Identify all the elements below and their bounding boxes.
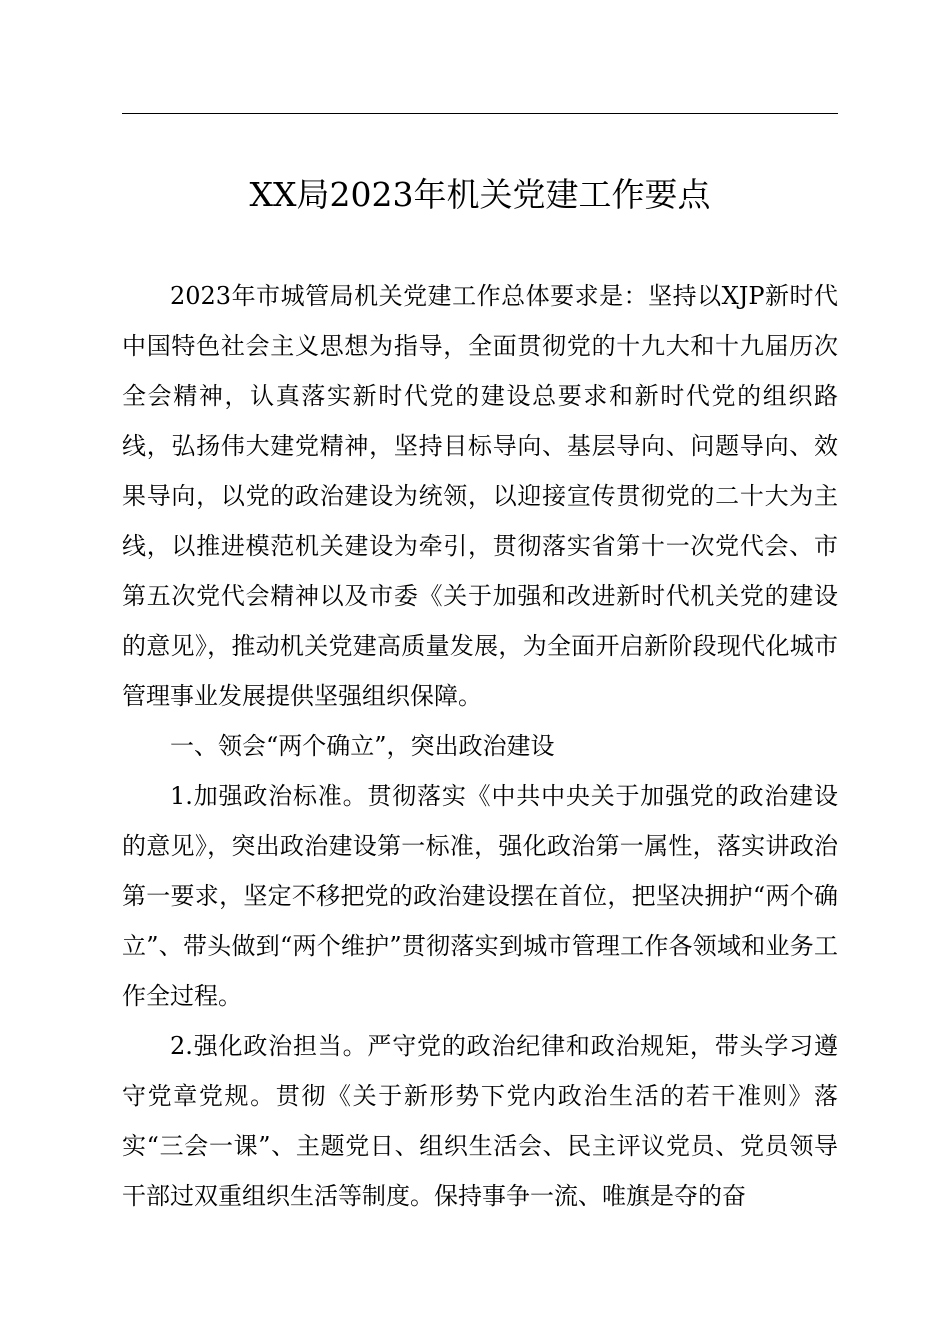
item-paragraph: 1.加强政治标准。贯彻落实《中共中央关于加强党的政治建设的意见》，突出政治建设第一标准，强化政治第一属性，落实讲政治第一要求，坚定不移把党的政治建设摆在首位，把坚决拥护“两个确立”、带头做到“两个维护”贯彻落实到城市管理工作各领域和业务工作全过程。 [122, 782, 838, 1010]
header-rule [122, 113, 838, 114]
document-body [122, 271, 838, 1221]
document-title: XX局2023年机关党建工作要点 [249, 175, 711, 214]
intro-paragraph: 2023年市城管局机关党建工作总体要求是：坚持以XJP新时代中国特色社会主义思想为指导，全面贯彻党的十九大和十九届历次全会精神，认真落实新时代党的建设总要求和新时代党的组织路线，弘扬伟大建党精神，坚持目标导向、基层导向、问题导向、效果导向，以党的政治建设为统领，以迎接宣传贯彻党的二十大为主线，以推进模范机关建设为牵引，贯彻落实省第十一次党代会、市第五次党代会精神以及市委《关于加强和改进新时代机关党的建设的意见》，推动机关党建高质量发展，为全面开启新阶段现代化城市管理事业发展提供坚强组织保障。 [122, 282, 838, 710]
item-paragraph: 2.强化政治担当。严守党的政治纪律和政治规矩，带头学习遵守党章党规。贯彻《关于新形势下党内政治生活的若干准则》落实“三会一课”、主题党日、组织生活会、民主评议党员、党员领导干部过双重组织生活等制度。保持事争一流、唯旗是夺的奋 [122, 1032, 838, 1210]
section-heading: 一、领会“两个确立”，突出政治建设 [170, 732, 555, 760]
